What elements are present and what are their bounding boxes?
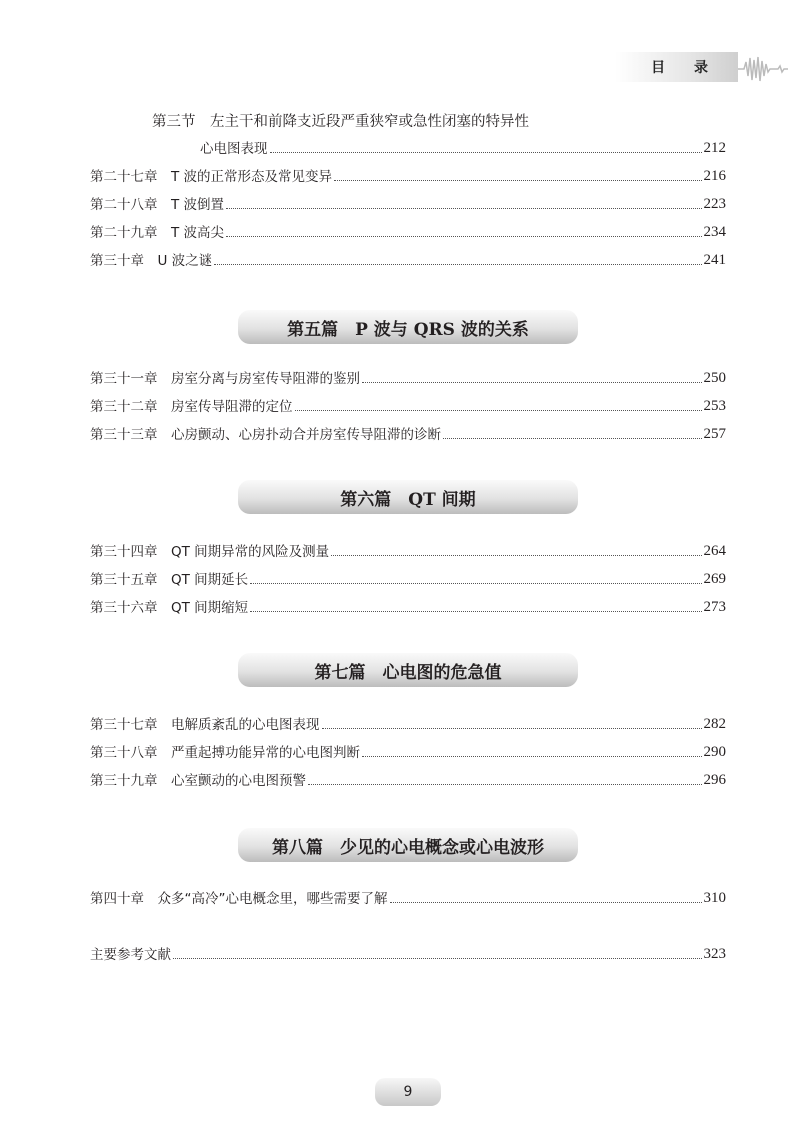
toc-entry[interactable]: [90, 249, 726, 269]
running-header: [615, 52, 738, 82]
part-heading: 第八篇 少见的心电概念或心电波形: [238, 828, 578, 862]
entry-page: 216: [703, 168, 726, 184]
dot-leader: [322, 728, 702, 729]
dot-leader: [362, 756, 702, 757]
toc-entry[interactable]: [90, 596, 726, 616]
entry-page: 257: [703, 426, 726, 442]
entry-page: 282: [703, 716, 726, 732]
dot-leader: [226, 208, 701, 209]
entry-title: 第四十章 众多“高冷”心电概念里，哪些需要了解: [90, 891, 388, 907]
toc-entry[interactable]: [90, 193, 726, 213]
entry-title: 心电图表现: [200, 141, 268, 157]
page-number: 9: [375, 1078, 441, 1106]
toc-entry[interactable]: [90, 769, 726, 789]
dot-leader: [250, 611, 701, 612]
entry-page: 296: [703, 772, 726, 788]
toc-entry[interactable]: [90, 568, 726, 588]
toc-entry[interactable]: [200, 137, 726, 157]
entry-page: 264: [703, 543, 726, 559]
entry-page: 253: [703, 398, 726, 414]
dot-leader: [295, 410, 702, 411]
entry-title: 第三十五章 QT 间期延长: [90, 572, 249, 588]
entry-page: 250: [703, 370, 726, 386]
entry-title: 第三十章 U 波之谜: [90, 253, 213, 269]
dot-leader: [331, 555, 701, 556]
entry-page: 323: [703, 946, 726, 962]
entry-title: 第三十四章 QT 间期异常的风险及测量: [90, 544, 330, 560]
dot-leader: [270, 152, 702, 153]
entry-page: 241: [703, 252, 726, 268]
entry-title: 第三十六章 QT 间期缩短: [90, 600, 249, 616]
dot-leader: [214, 264, 701, 265]
entry-title: 主要参考文献: [90, 947, 171, 963]
entry-title: 第二十八章 T 波倒置: [90, 197, 225, 213]
dot-leader: [362, 382, 702, 383]
part-heading: 第五篇 P 波与 QRS 波的关系: [238, 310, 578, 344]
entry-page: 234: [703, 224, 726, 240]
dot-leader: [390, 902, 702, 903]
part-heading: 第七篇 心电图的危急值: [238, 653, 578, 687]
toc-entry[interactable]: [90, 221, 726, 241]
toc-entry-references[interactable]: [90, 943, 726, 963]
dot-leader: [250, 583, 701, 584]
entry-page: 269: [703, 571, 726, 587]
toc-entry[interactable]: [90, 165, 726, 185]
toc-entry[interactable]: [90, 887, 726, 907]
entry-title: 第三十九章 心室颤动的心电图预警: [90, 773, 306, 789]
dot-leader: [334, 180, 701, 181]
entry-title: 第三十七章 电解质紊乱的心电图表现: [90, 717, 320, 733]
entry-title: 第二十九章 T 波高尖: [90, 225, 225, 241]
entry-title: 第三十一章 房室分离与房室传导阻滞的鉴别: [90, 371, 360, 387]
entry-title: 第二十七章 T 波的正常形态及常见变异: [90, 169, 333, 185]
entry-title: 第三十八章 严重起搏功能异常的心电图判断: [90, 745, 360, 761]
toc-entry[interactable]: [90, 540, 726, 560]
toc-entry[interactable]: [90, 713, 726, 733]
dot-leader: [173, 958, 702, 959]
dot-leader: [443, 438, 702, 439]
entry-page: 223: [703, 196, 726, 212]
toc-entry[interactable]: [90, 423, 726, 443]
toc-entry[interactable]: [90, 367, 726, 387]
entry-page: 290: [703, 744, 726, 760]
ecg-wave-icon: [738, 52, 788, 86]
entry-page: 310: [703, 890, 726, 906]
entry-title: 第三十三章 心房颤动、心房扑动合并房室传导阻滞的诊断: [90, 427, 441, 443]
toc-section-title: 第三节 左主干和前降支近段严重狭窄或急性闭塞的特异性: [152, 114, 529, 130]
part-heading: 第六篇 QT 间期: [238, 480, 578, 514]
dot-leader: [226, 236, 701, 237]
dot-leader: [308, 784, 702, 785]
toc-entry[interactable]: [90, 395, 726, 415]
entry-title: 第三十二章 房室传导阻滞的定位: [90, 399, 293, 415]
entry-page: 273: [703, 599, 726, 615]
header-title: 目 录: [651, 60, 720, 76]
entry-page: 212: [703, 140, 726, 156]
toc-entry[interactable]: [90, 741, 726, 761]
